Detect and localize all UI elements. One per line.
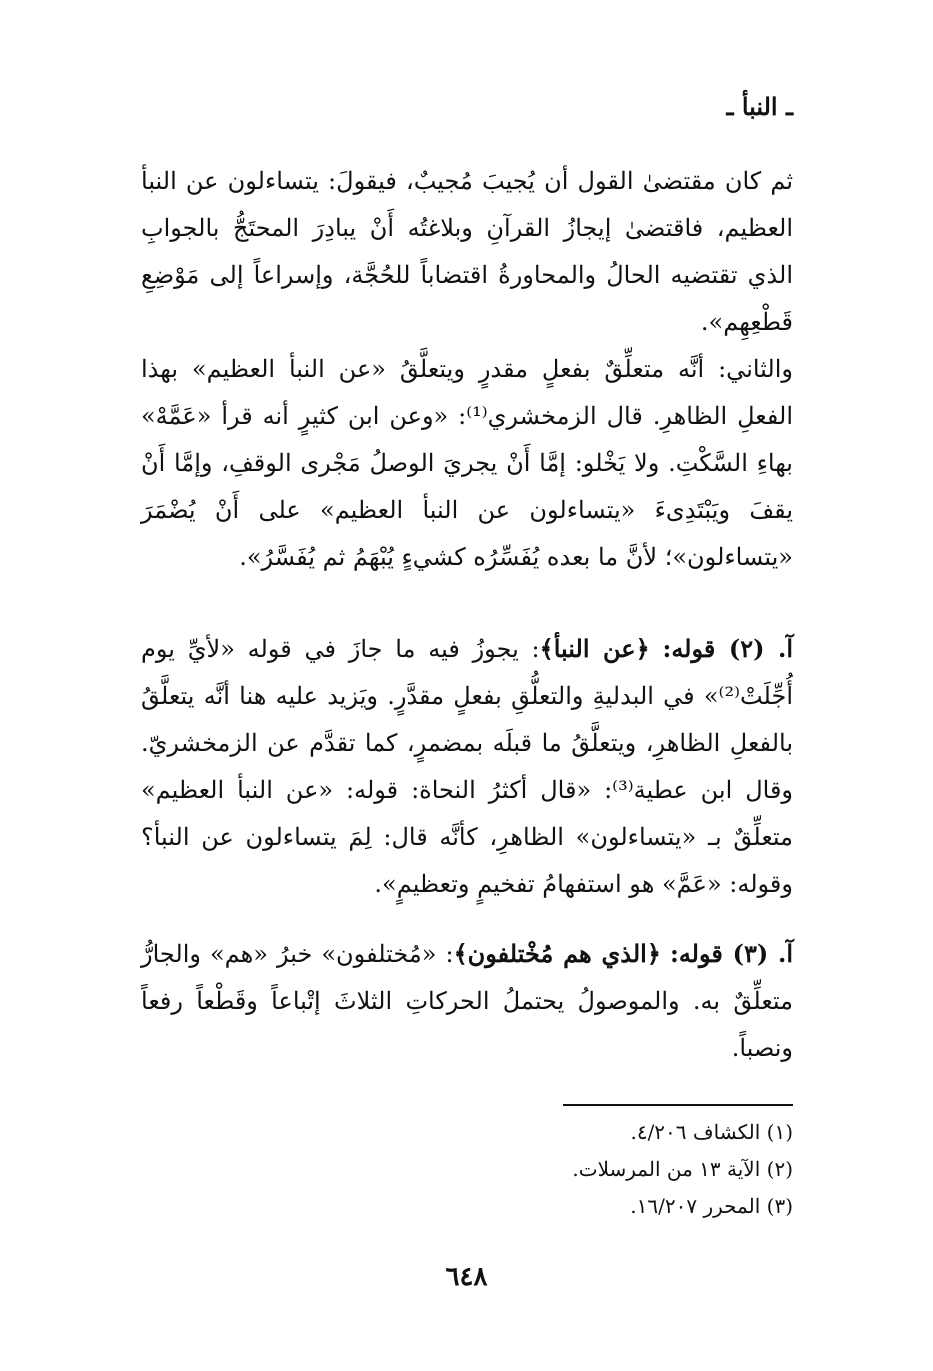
paragraph-1: ثم كان مقتضىٰ القول أن يُجيبَ مُجيبٌ، فيقولَ: يتساءلون عن النبأ العظيم، فاقتضىٰ إيجازُ القرآنِ وبلاغتُه أَنْ يبادِرَ المحتَجُّ بالجوابِ الذي تقتضيه الحالُ والمحاورةُ اقتضاباً للحُجَّة، وإسراعاً إلى مَوْضِعِ قَطْعِهِم». <box>141 167 793 336</box>
footnote-1: (١) الكشاف ٤/٢٠٦. <box>630 1120 793 1144</box>
footnotes <box>572 1114 793 1225</box>
main-text <box>141 158 793 1072</box>
paragraph-2: والثاني: أنَّه متعلِّقٌ بفعلٍ مقدرٍ ويتعلَّقُ «عن النبأ العظيم» بهذا الفعلِ الظاهرِ. قال الزمخشري⁽¹⁾: «وعن ابن كثيرٍ أنه قرأ «عَمَّهْ» بهاءِ السَّكْتِ. ولا يَخْلو: إمَّا أَنْ يجريَ الوصلُ مَجْرى الوقفِ، وإمَّا أَنْ يقفَ ويَبْتَدِىءَ «يتساءلون عن النبأ العظيم» على أَنْ يُضْمَرَ «يتساءلون»؛ لأنَّ ما بعده يُفَسِّرُه كشيءٍ يُبْهَمُ ثم يُفَسَّرُ». <box>141 355 793 571</box>
page-number: ٦٤٨ <box>445 1262 488 1292</box>
verse-reference-3: آ. (٣) قوله: <box>669 939 794 968</box>
paragraph-3-text: : يجوزُ فيه ما جازَ في قوله «لأيِّ يوم أُجِّلَتْ⁽²⁾» في البدليةِ والتعلُّقِ بفعلٍ مقدَّرٍ. ويَزيد عليه هنا أنَّه يتعلَّقُ بالفعلِ الظاهرِ، ويتعلَّقُ ما قبلَه بمضمرٍ، كما تقدَّم عن الزمخشريّ. وقال ابن عطية⁽³⁾: «قال أكثرُ النحاة: قوله: «عن النبأ العظيم» متعلِّقٌ بـ «يتساءلون» الظاهرِ، كأنَّه قال: لِمَ يتساءلون عن النبأ؟ وقوله: «عَمَّ» هو استفهامُ تفخيمٍ وتعظيمٍ». <box>141 635 794 898</box>
verse-reference-2: آ. (٢) قوله: <box>662 634 794 663</box>
footnote-2: (٢) الآية ١٣ من المرسلات. <box>572 1157 793 1181</box>
footnote-separator <box>563 1104 793 1106</box>
footnote-3: (٣) المحرر ١٦/٢٠٧. <box>630 1194 793 1218</box>
quran-quote-2: ﴿عن النبأ﴾ <box>539 634 650 663</box>
paragraph-3 <box>141 625 793 908</box>
running-header: ـ النبأ ـ <box>726 92 793 121</box>
paragraph-4-text: : «مُختلفون» خبرُ «هم» والجارُّ متعلِّقٌ به. والموصولُ يحتملُ الحركاتِ الثلاثَ إتْباعاً وقَطْعاً رفعاً ونصباً. <box>141 940 793 1062</box>
quran-quote-3: ﴿الذي هم مُخْتلفون﴾ <box>453 939 661 968</box>
paragraph-4 <box>141 930 793 1072</box>
